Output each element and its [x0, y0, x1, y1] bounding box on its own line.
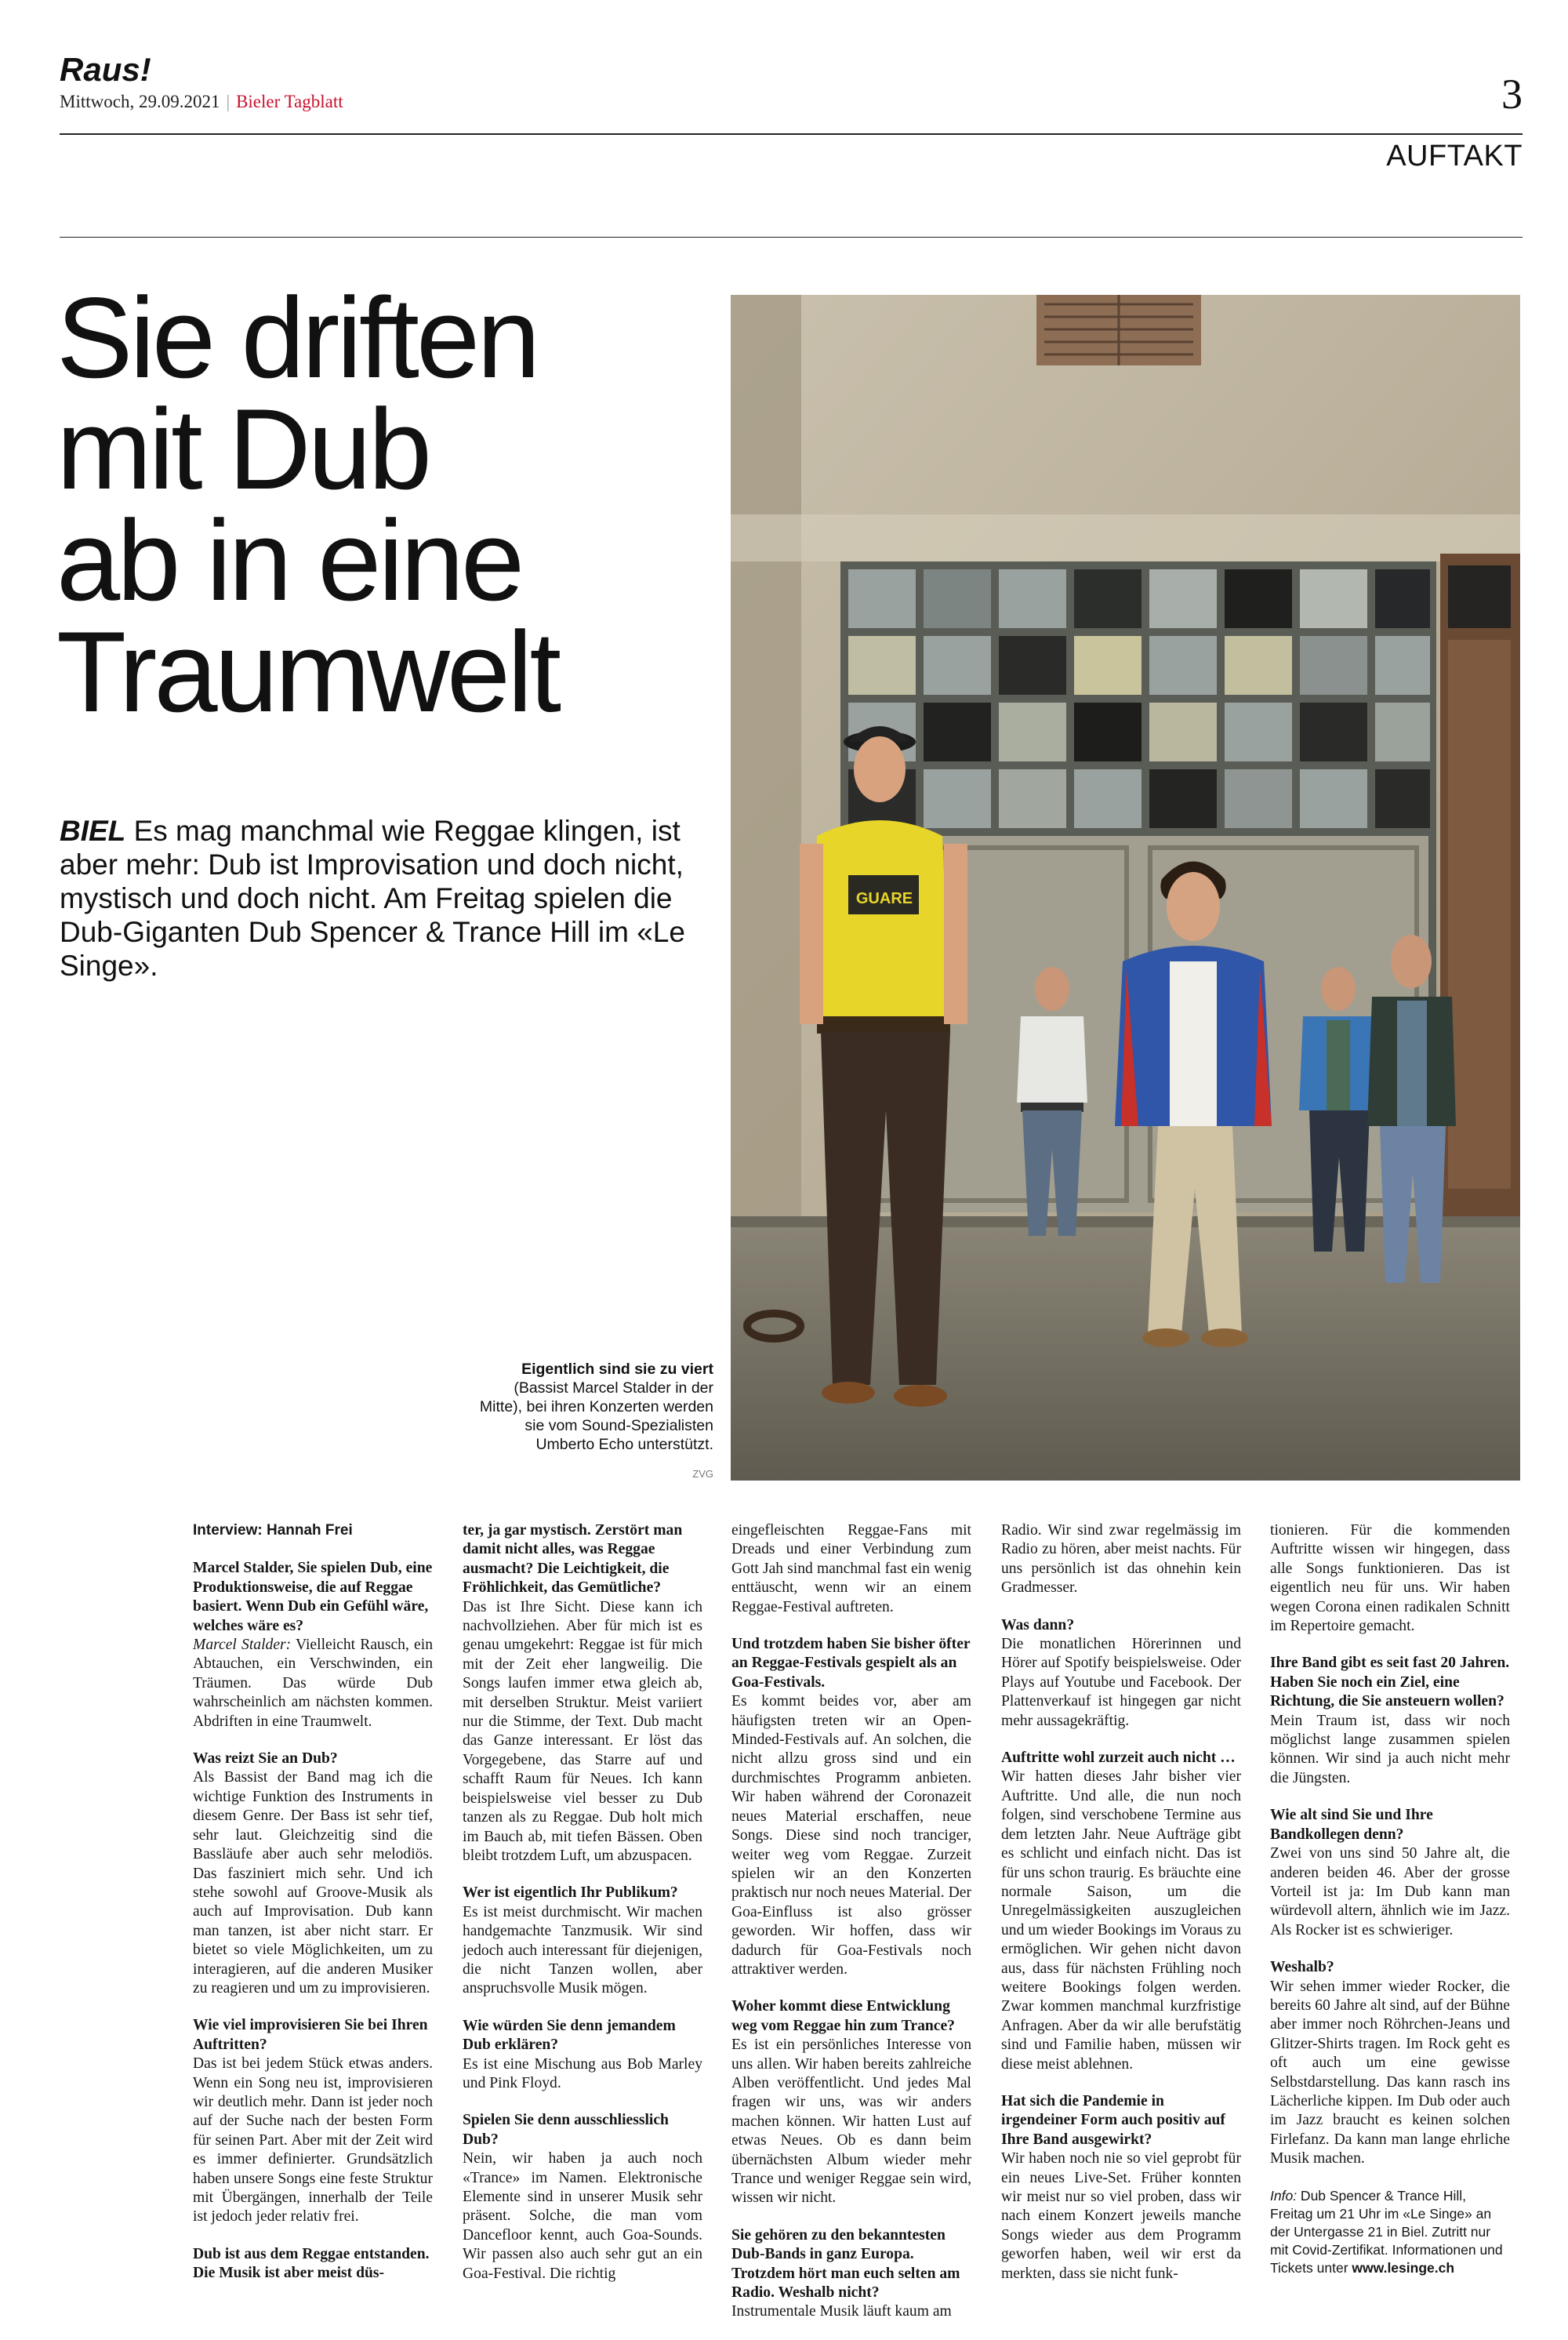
page-number: 3	[1501, 71, 1523, 118]
qa-block	[1270, 1806, 1510, 1940]
qa-block	[1001, 1521, 1241, 1598]
qa-block	[193, 2245, 433, 2284]
question: Wie würden Sie denn jemandem Dub erklären?	[463, 2017, 676, 2054]
qa-block	[1270, 1654, 1510, 1788]
qa-block	[731, 1521, 971, 1617]
qa-block	[731, 1997, 971, 2207]
qa-block	[1001, 1616, 1241, 1731]
answer: Zwei von uns sind 50 Jahre alt, die anderen beiden 46. Aber der grosse Vorteil ist ja: Im Dub kann man würdevoll altern, ähnlich wie im Jazz. Als Rocker ist es schwieriger.	[1270, 1845, 1510, 1938]
headline-line: Traumwelt	[56, 608, 559, 736]
section-label: AUFTAKT	[1386, 140, 1523, 173]
qa-block	[463, 2017, 702, 2094]
photo-caption	[470, 1360, 713, 1454]
answer: eingefleischten Reggae-Fans mit Dreads und einer Verbindung zum Gott Jah sind manchmal fast ein wenig enttäuscht, wenn wir an einem Reggae-Festival auftreten.	[731, 1522, 971, 1615]
answer: Das ist bei jedem Stück etwas anders. Wenn ein Song neu ist, improvisieren wir deutlich mehr. Dann ist jeder noch auf der Suche nach der besten Form für seinen Part. Aber mit der Zeit wird es immer definierter. Grundsätzlich haben unsere Songs eine feste Struktur mit Übergängen, innerhalb der Teile ist jedoch jeder relativ frei.	[193, 2055, 433, 2226]
issue-date: Mittwoch, 29.09.2021	[60, 92, 220, 111]
info-label: Info:	[1270, 2187, 1298, 2204]
answer: tionieren. Für die kommenden Auftritte wissen wir hingegen, dass alle Songs funktionieren. Das ist eigentlich neu für uns. Wir haben wegen Corona einen radikalen Schnitt im Repertoire gemacht.	[1270, 1522, 1510, 1635]
answer: Nein, wir haben ja auch noch «Trance» im Namen. Elektronische Elemente sind in unserer Musik sehr präsent. Solche, die man vom Dancefloor kennt, auch Goa-Sounds. Wir passen also auch sehr gut an ein Goa-Festival. Die richtig	[463, 2150, 702, 2282]
lead-text: Es mag manchmal wie Reggae klingen, ist aber mehr: Dub ist Improvisation und doch nicht, mystisch und doch nicht. Am Freitag spielen die Dub-Giganten Dub Spencer & Trance Hill im «Le Singe».	[60, 815, 685, 982]
question: Sie gehören zu den bekanntesten Dub-Bands in ganz Europa. Trotzdem hört man euch selten am Radio. Weshalb nicht?	[731, 2226, 960, 2302]
qa-block	[193, 1750, 433, 1998]
question: Was dann?	[1001, 1616, 1075, 1633]
article-column-3	[731, 1521, 971, 2340]
question: ter, ja gar mystisch. Zerstört man damit nicht alles, was Reggae ausmacht? Die Leichtigkeit, die Fröhlichkeit, das Gemütliche?	[463, 1522, 683, 1597]
headline-line: ab in eine	[56, 496, 522, 624]
question: Auftritte wohl zurzeit auch nicht …	[1001, 1750, 1236, 1767]
question: Weshalb?	[1270, 1959, 1334, 1976]
publication-brand: Raus!	[60, 51, 151, 88]
article-column-1	[193, 1521, 433, 2302]
article-headline	[56, 274, 731, 736]
dateline	[60, 91, 343, 113]
shirt-print-text: GUARE	[855, 890, 913, 907]
section-rule	[60, 237, 1523, 238]
byline: Interview: Hannah Frei	[193, 1522, 353, 1539]
answer: Instrumentale Musik läuft kaum am	[731, 2303, 952, 2320]
answer: Vielleicht Rausch, ein Abtauchen, ein Verschwinden, ein Träumen. Das würde Dub wahrscheinlich am nächsten kommen. Abdriften in eine Traumwelt.	[193, 1637, 433, 1730]
answer: Wir haben noch nie so viel geprobt für ein neues Live-Set. Früher konnten wir meist nur so viel proben, dass wir nach einem Konzert jeweils manche Songs wieder aus dem Programm geworfen haben, weil wir erst da merkten, dass sie nicht funk-	[1001, 2150, 1241, 2282]
qa-block	[193, 2016, 433, 2226]
qa-block	[1270, 1521, 1510, 1636]
answer: Es ist eine Mischung aus Bob Marley und Pink Floyd.	[463, 2055, 702, 2091]
article-column-4	[1001, 1521, 1241, 2302]
answer: Die monatlichen Hörerinnen und Hörer auf Spotify beispielsweise. Oder Plays auf Youtube und Facebook. Der Plattenverkauf ist hingegen gar nicht mehr aussagekräftig.	[1001, 1636, 1241, 1729]
answer: Als Bassist der Band mag ich die wichtige Funktion des Instruments in diesem Genre. Der Bass ist sehr tief, sehr laut. Gleichzeitig sind die Bassläufe aber auch sehr melodiös. Das fasziniert mich sehr. Und ich stehe sowohl auf Groove-Musik als auch auf Improvisation. Dub kann man tanzen, ist aber nicht starr. Er bietet so viele Möglichkeiten, um zu interagieren, auf die anderen Musiker zu reagieren und um zu improvisieren.	[193, 1769, 433, 1997]
question: Ihre Band gibt es seit fast 20 Jahren. Haben Sie noch ein Ziel, eine Richtung, die Sie ansteuern wollen?	[1270, 1655, 1510, 1710]
event-info	[1270, 2187, 1510, 2277]
qa-block	[193, 1559, 433, 1731]
answer: Radio. Wir sind zwar regelmässig im Radio zu hören, aber meist nachts. Für uns persönlich ist das ohnehin kein Gradmesser.	[1001, 1522, 1241, 1597]
answer: Es ist ein persönliches Interesse von uns allen. Wir haben bereits zahlreiche Alben veröffentlicht. Und jedes Mal fragen wir uns, was wir anders machen können. Wir hatten Lust auf etwas Neues. Ob es dann beim übernächsten Album wieder mehr Trance und weniger Reggae sein wird, wissen wir nicht.	[731, 2037, 971, 2207]
headline-line: Sie driften	[56, 274, 538, 402]
band-photo	[731, 295, 1520, 1481]
question: Woher kommt diese Entwicklung weg vom Reggae hin zum Trance?	[731, 1998, 955, 2034]
qa-block	[1270, 1958, 1510, 2168]
lead-kicker: BIEL	[60, 815, 126, 847]
newspaper-name: Bieler Tagblatt	[236, 92, 343, 111]
caption-lead: Eigentlich sind sie zu viert	[521, 1361, 713, 1378]
question: Hat sich die Pandemie in irgendeiner Form auch positiv auf Ihre Band ausgewirkt?	[1001, 2092, 1225, 2148]
question: Wie alt sind Sie und Ihre Bandkollegen denn?	[1270, 1807, 1433, 1843]
question: Was reizt Sie an Dub?	[193, 1750, 338, 1768]
photo-credit: ZVG	[692, 1468, 713, 1480]
answer: Es kommt beides vor, aber am häufigsten treten wir an Open-Minded-Festivals auf. An solchen, die nicht allzu gross sind und ein durchmischtes Programm anbieten. Wir haben während der Coronazeit neues Material erschaffen, neue Songs. Diese sind noch tranciger, weiter weg vom Reggae. Zurzeit spielen wir an den Konzerten praktisch nur noch neues Material. Der Goa-Einfluss ist also grösser geworden. Wir hoffen, dass wir dadurch für Goa-Festivals noch attraktiver werden.	[731, 1693, 971, 1978]
question: Dub ist aus dem Reggae entstanden. Die Musik ist aber meist düs-	[193, 2245, 430, 2282]
qa-block	[1001, 1749, 1241, 2074]
header-rule	[60, 133, 1523, 135]
dateline-separator: |	[226, 92, 230, 111]
answer: Wir hatten dieses Jahr bisher vier Auftritte. Und alle, die nun noch folgen, sind verschobene Termine aus dem letzten Jahr. Neue Aufträge gibt es schlicht und einfach nicht. Das ist für uns schon traurig. Es bräuchte eine normale Saison, um die Unregelmässigkeiten auszugleichen und um wieder Bookings im Voraus zu ermöglichen. Wir gehen nicht davon aus, dass für nächsten Frühling noch weitere Bookings folgen werden. Zwar kommen manchmal kurzfristige Anfragen. Aber da wir alle berufstätig sind und Familie haben, müssen wir diese meist ablehnen.	[1001, 1768, 1241, 2073]
article-column-2	[463, 1521, 702, 2302]
ticket-link[interactable]: www.lesinge.ch	[1352, 2259, 1455, 2276]
answer: Wir sehen immer wieder Rocker, die bereits 60 Jahre alt sind, auf der Bühne aber immer noch Röhrchen-Jeans und Glitzer-Shirts tragen. Im Rock geht es oft auch um eine gewisse Selbstdarstellung. Das kann rasch ins Lächerliche kippen. Im Dub oder auch im Jazz braucht es keinen solchen Firlefanz. Da kann man lange ehrliche Musik machen.	[1270, 1978, 1510, 2167]
caption-text: (Bassist Marcel Stalder in der Mitte), bei ihren Konzerten werden sie vom Sound-Spezialisten Umberto Echo unterstützt.	[479, 1379, 713, 1453]
article-lead	[60, 814, 709, 983]
speaker-name: Marcel Stalder:	[193, 1637, 292, 1654]
question: Wer ist eigentlich Ihr Publikum?	[463, 1884, 678, 1902]
question: Wie viel improvisieren Sie bei Ihren Auftritten?	[193, 2017, 428, 2053]
answer: Das ist Ihre Sicht. Diese kann ich nachvollziehen. Aber für mich ist es genau umgekehrt: Reggae ist für mich mit der Zeit eher langweilig. Die Songs laufen immer etwa gleich ab, mit derselben Struktur. Meist variiert nur die Stimme, der Text. Dub macht das Ganze interessant. Er löst das Vorgegebene, das Starre auf und schafft Raum für Neues. Ich kann beispielsweise viel besser zu Dub tanzen als zu Reggae. Dub holt mich im Bauch ab, mit tiefen Bässen. Oben bleibt trotzdem Luft, um abzuspacen.	[463, 1598, 702, 1864]
answer: Mein Traum ist, dass wir noch möglichst lange zusammen spielen können. Wir sind ja auch nicht mehr die Jüngsten.	[1270, 1712, 1510, 1786]
info-text: Dub Spencer & Trance Hill, Freitag um 21 Uhr im «Le Singe» an der Untergasse 21 in Biel. Zutritt nur mit Covid-Zertifikat. Informationen und Tickets unter	[1270, 2187, 1503, 2276]
qa-block	[463, 2111, 702, 2284]
qa-block	[463, 1884, 702, 1998]
qa-block	[731, 2226, 971, 2322]
qa-block	[1001, 2092, 1241, 2284]
question: Und trotzdem haben Sie bisher öfter an Reggae-Festivals gespielt als an Goa-Festivals.	[731, 1636, 971, 1691]
question: Spielen Sie denn ausschliesslich Dub?	[463, 2112, 669, 2148]
article-column-5	[1270, 1521, 1510, 2295]
answer: Es ist meist durchmischt. Wir machen handgemachte Tanzmusik. Wir sind jedoch auch interessant für diejenigen, die nicht Tanzen wollen, aber anspruchsvolle Musik mögen.	[463, 1903, 702, 1997]
headline-line: mit Dub	[56, 385, 430, 513]
qa-block	[731, 1635, 971, 1979]
question: Marcel Stalder, Sie spielen Dub, eine Produktionsweise, die auf Reggae basiert. Wenn Dub ein Gefühl wäre, welches wäre es?	[193, 1560, 433, 1634]
qa-block	[463, 1521, 702, 1866]
